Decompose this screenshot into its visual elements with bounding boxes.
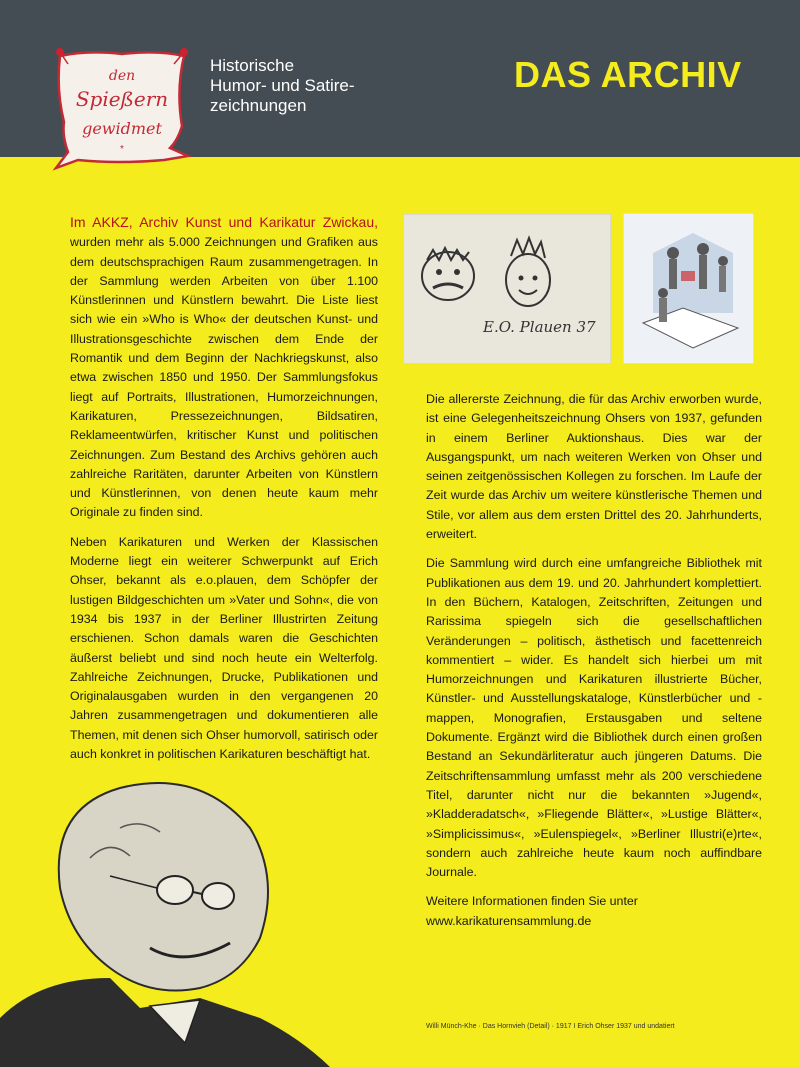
svg-text:den: den	[108, 68, 136, 84]
subtitle-line: Historische	[210, 56, 295, 75]
image-credit: Willi Münch-Khe · Das Hornvieh (Detail) · 1917 I Erich Ohser 1937 und undatiert	[426, 1023, 675, 1030]
subtitle-line: Humor- und Satire-	[210, 76, 355, 95]
library-paragraph: Die Sammlung wird durch eine umfangreiche Bibliothek mit Publikationen aus dem 19. und 20. Jahrhundert komplettiert. In den Büchern, Katalogen, Zeitschriften, Zeitungen und Rarissima spiegeln sich die gesellschaftlichen Veränderungen – politisch, ästhetisch und facettenreich kommentiert – wider. Es handelt sich hierbei um mit Humorzeichnungen und Karikaturen illustrierte Bücher, Künstler- und Ausstellungskataloge, Künstlerbücher und -mappen, Monografien, Erstausgaben und seltene Dokumente. Ergänzt wird die Bibliothek durch einen großen Bestand an Sekundärliteratur auch jüngeren Datums. Die Zeitschriftensammlung umfasst mehr als 200 verschiedene Titel, darunter nicht nur die bekannten »Jugend«, »Kladderadatsch«, »Fliegende Blätter«, »Lustige Blätter«, »Simplicissimus«, »Eulenspiegel«, »Berliner Illustri(e)rte«, sondern auch zahlreiche heute kaum noch auffindbare Journale.	[426, 556, 762, 880]
intro-text: wurden mehr als 5.000 Zeichnungen und Grafiken aus dem deutschsprachigen Raum zusammengetragen. In der Sammlung werden Arbeiten von über 1.100 Künstlerinnen und Künstlern bewahrt. Die Liste liest sich wie ein »Who is Who« der deutschen Kunst- und Illustrationsgeschichte zwischen dem Ende der Romantik und dem Beginn der Nachkriegskunst, also etwa zwischen 1850 und 1950. Der Sammlungsfokus liegt auf Portraits, Illustrationen, Humorzeichnungen, Karikaturen, Pressezeichnungen, Bildsatiren, Reklameentwürfen, kritischer Kunst und politischen Zeichnungen. Zum Bestand des Archivs gehören auch zahlreiche Raritäten, darunter Arbeiten von Künstlern und Künstlerinnen, von denen heute kaum mehr Originale zu finden sind.	[70, 235, 378, 520]
logo-scroll	[48, 40, 196, 176]
intro-paragraph	[70, 213, 378, 523]
page-title: DAS ARCHIV	[514, 54, 742, 95]
svg-text:gewidmet: gewidmet	[82, 119, 162, 138]
caricature-portrait-image	[0, 768, 400, 1067]
subtitle-line: zeichnungen	[210, 96, 307, 115]
svg-text:*: *	[120, 144, 124, 155]
left-column	[70, 213, 378, 774]
website-link[interactable]: www.karikaturensammlung.de	[426, 913, 592, 928]
info-text: Weitere Informationen finden Sie unter	[426, 894, 638, 909]
lead-text: Im AKKZ, Archiv Kunst und Karikatur Zwickau,	[70, 214, 378, 230]
right-column	[426, 390, 762, 941]
history-paragraph: Die allererste Zeichnung, die für das Archiv erworben wurde, ist eine Gelegenheitszeichnung Ohsers von 1937, gefunden in einem Berliner Auktionshaus. Dies war der Ausgangspunkt, um nach weiteren Werken von Ohser und seinen zeitgenössischen Kollegen zu forschen. Im Laufe der Zeit wurde das Archiv um weitere künstlerische Themen und Stile, vor allem aus dem ersten Drittel des 20. Jahrhunderts, erweitert.	[426, 392, 762, 542]
vater-und-sohn-image	[623, 213, 754, 364]
svg-text:Spießern: Spießern	[75, 87, 169, 111]
ohser-paragraph: Neben Karikaturen und Werken der Klassischen Moderne liegt ein weiterer Schwerpunkt auf Erich Ohser, bekannt als e.o.plauen, dem Schöpfer der lustigen Bildgeschichten um »Vater und Sohn«, die von 1934 bis 1937 in der Berliner Illustrirten Zeitung erschienen. Schon damals waren die Geschichten äußerst beliebt und sind noch heute ein Welterfolg. Zahlreiche Zeichnungen, Drucke, Publikationen und Originalausgaben wurden in den vergangenen 20 Jahren zusammengetragen und dokumentieren alle Themen, mit denen sich Ohser humorvoll, satirisch oder auch konkret in politischen Karikaturen beschäftigt hat.	[70, 534, 378, 762]
info-paragraph	[426, 892, 762, 931]
sketch-signature: E.O. Plauen 37	[483, 318, 596, 336]
header-subtitle	[210, 56, 355, 116]
ohser-sketch-image	[403, 214, 611, 364]
